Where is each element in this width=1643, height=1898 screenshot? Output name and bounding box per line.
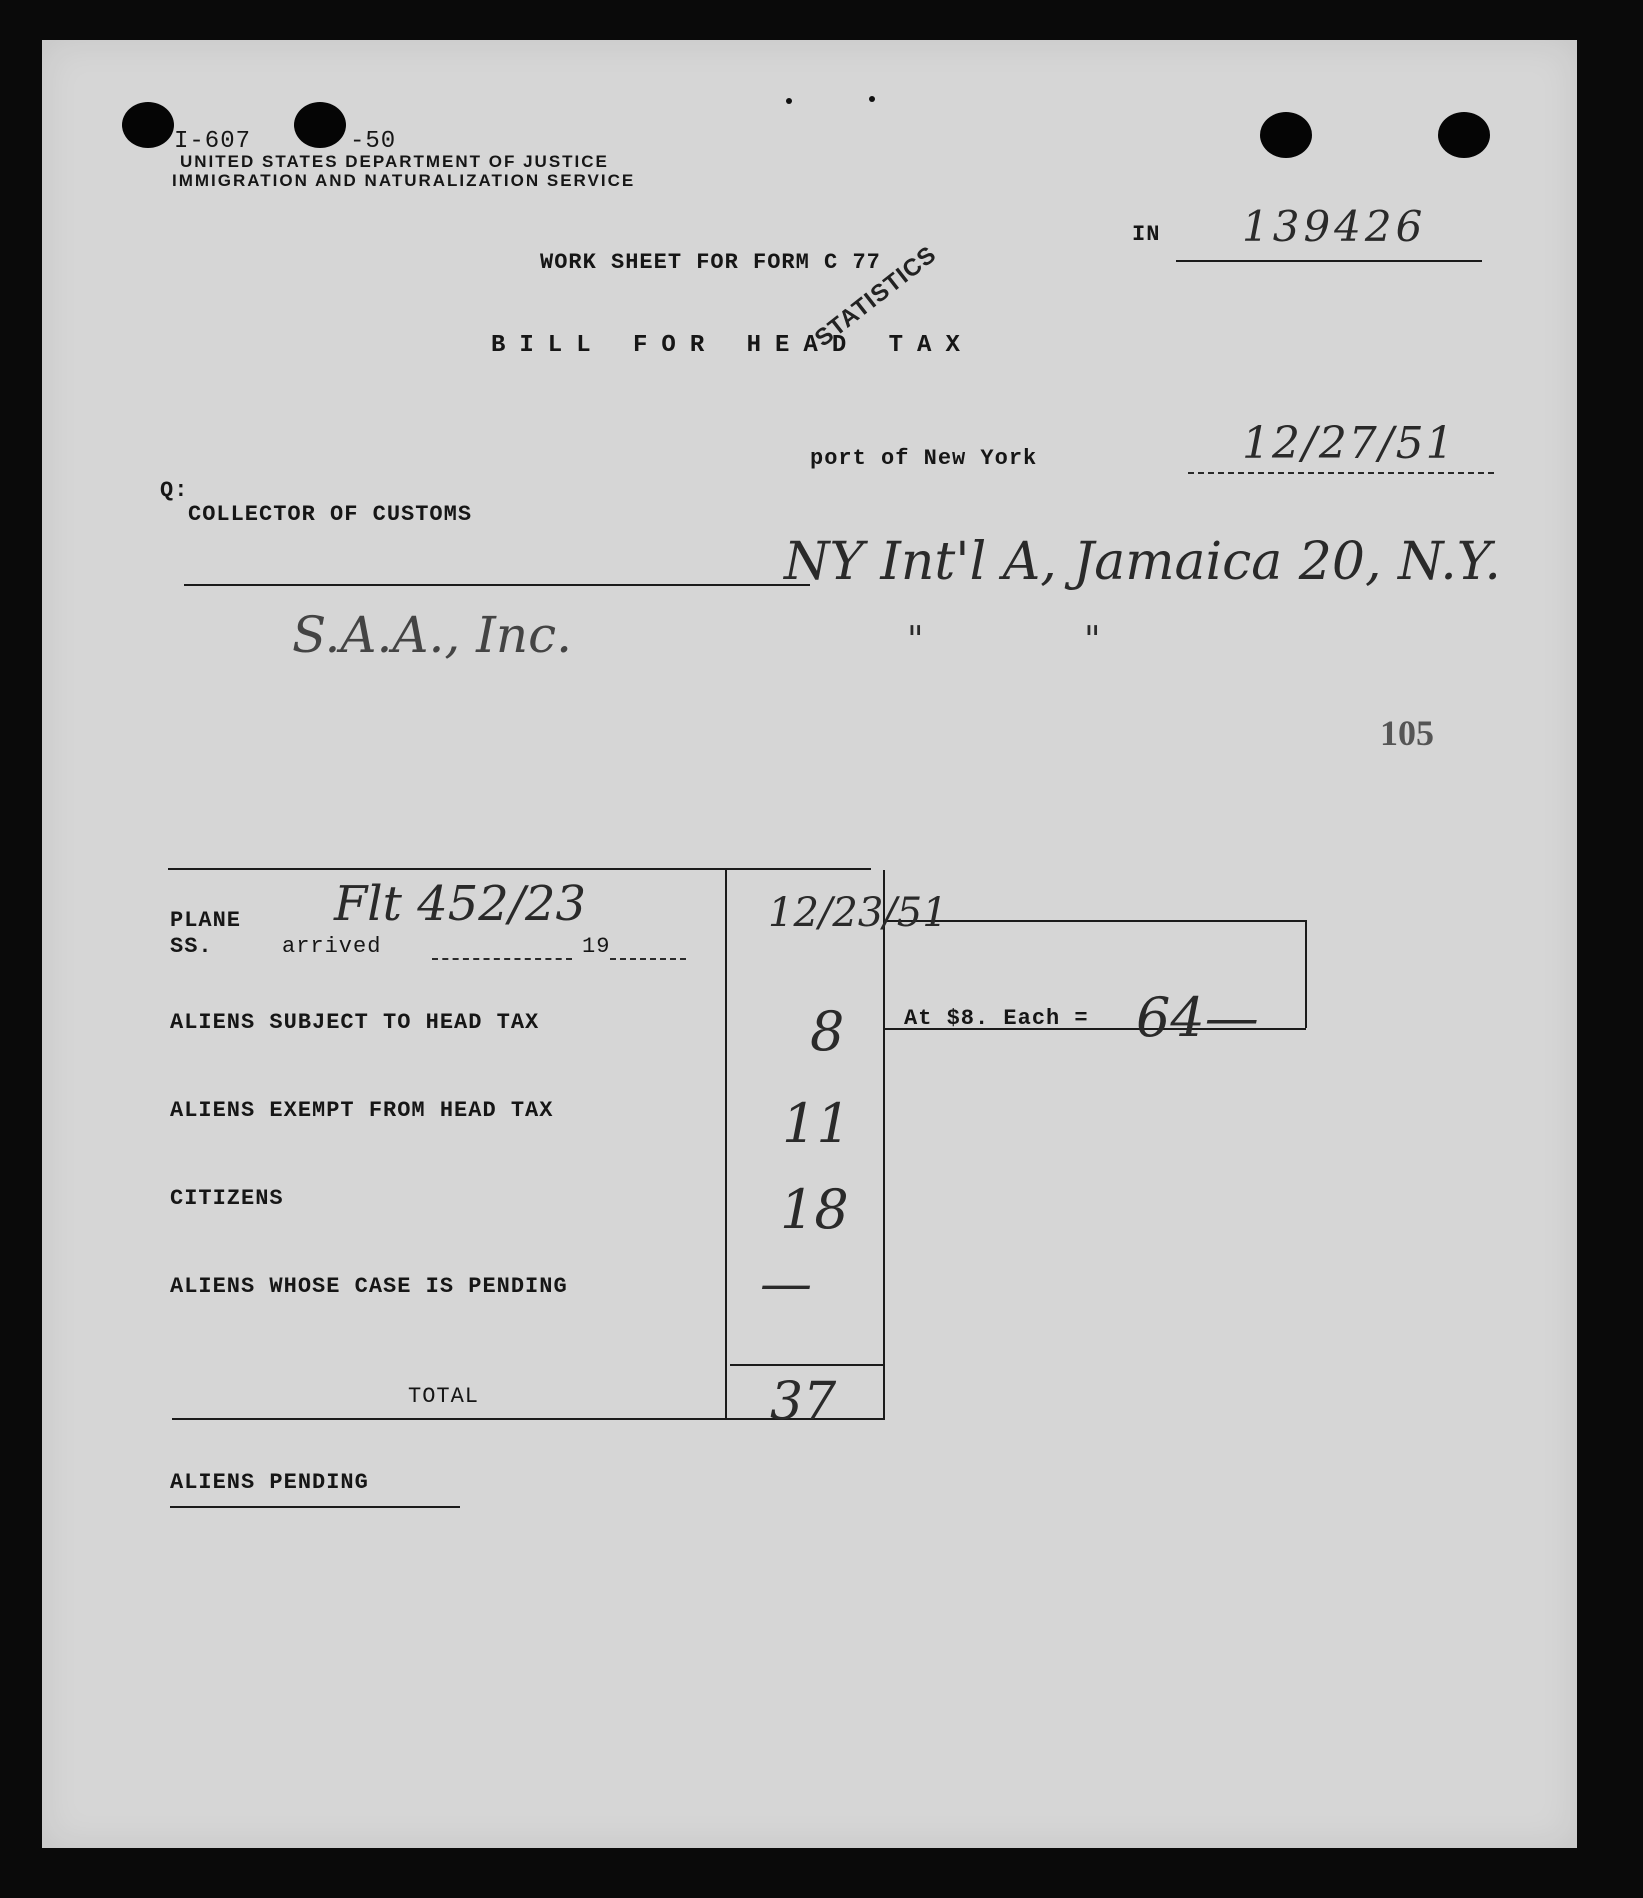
row-value-subject: 8 [810,1000,845,1063]
company-name: S.A.A., Inc. [292,606,573,664]
total-label: TOTAL [408,1384,480,1409]
arrived-label: arrived [282,934,382,959]
arrived-date-blank [432,958,572,960]
page-number: 105 [1380,713,1434,753]
table-top-rule [168,868,871,870]
reference-underline [1176,260,1482,262]
ditto-mark-2: " [1084,620,1101,661]
speck [786,98,792,104]
tax-box-top [885,920,1306,922]
port-label: port of New York [810,446,1038,471]
row-value-citizens: 18 [780,1178,849,1241]
row-label-pending: ALIENS WHOSE CASE IS PENDING [170,1274,568,1299]
punch-hole-right-2 [1438,112,1490,158]
table-divider-right [883,870,885,1418]
plane-label: PLANE [170,908,242,933]
row-label-subject: ALIENS SUBJECT TO HEAD TAX [170,1010,540,1035]
agency-line-2: IMMIGRATION AND NATURALIZATION SERVICE [172,171,636,190]
flight-number: Flt 452/23 [334,876,587,932]
form-number: I-607 [174,128,252,155]
arrival-date: 12/23/51 [768,890,948,936]
reference-number: 139426 [1242,202,1427,251]
year-prefix: 19 [582,934,611,959]
aliens-pending-underline [170,1506,460,1508]
row-label-exempt: ALIENS EXEMPT FROM HEAD TAX [170,1098,554,1123]
ditto-mark-1: " [907,620,924,661]
speck [869,96,875,102]
row-value-pending: — [760,1254,812,1314]
agency-line-1: UNITED STATES DEPARTMENT OF JUSTICE [180,152,609,171]
addressee-prefix: Q: [160,478,189,503]
port-date-underline [1188,472,1494,474]
total-value: 37 [770,1372,837,1432]
aliens-pending-label: ALIENS PENDING [170,1470,369,1495]
total-separator-rule [730,1364,883,1366]
tax-box-right [1305,920,1307,1028]
statistics-stamp: STATISTICS [809,240,942,353]
year-blank [610,958,686,960]
addressee-to: COLLECTOR OF CUSTOMS [188,502,473,527]
tax-amount: 64— [1136,986,1259,1049]
row-value-exempt: 11 [782,1092,851,1155]
punch-hole-left-1 [122,102,174,148]
ss-label: SS. [170,934,213,959]
row-label-citizens: CITIZENS [170,1186,284,1211]
addressee-underline [184,584,810,586]
bill-title: BILL FOR HEAD TAX [491,332,974,359]
document-page [42,40,1577,1848]
table-divider-left [725,870,727,1418]
port-date: 12/27/51 [1242,418,1456,469]
addressee-location: NY Int'l A, Jamaica 20, N.Y. [784,532,1501,592]
punch-hole-right-1 [1260,112,1312,158]
form-date: -50 [350,128,397,155]
tax-rate-label: At $8. Each = [904,1006,1089,1031]
punch-hole-left-2 [294,102,346,148]
worksheet-title: WORK SHEET FOR FORM C 77 [540,250,881,275]
reference-label: IN [1132,222,1161,247]
